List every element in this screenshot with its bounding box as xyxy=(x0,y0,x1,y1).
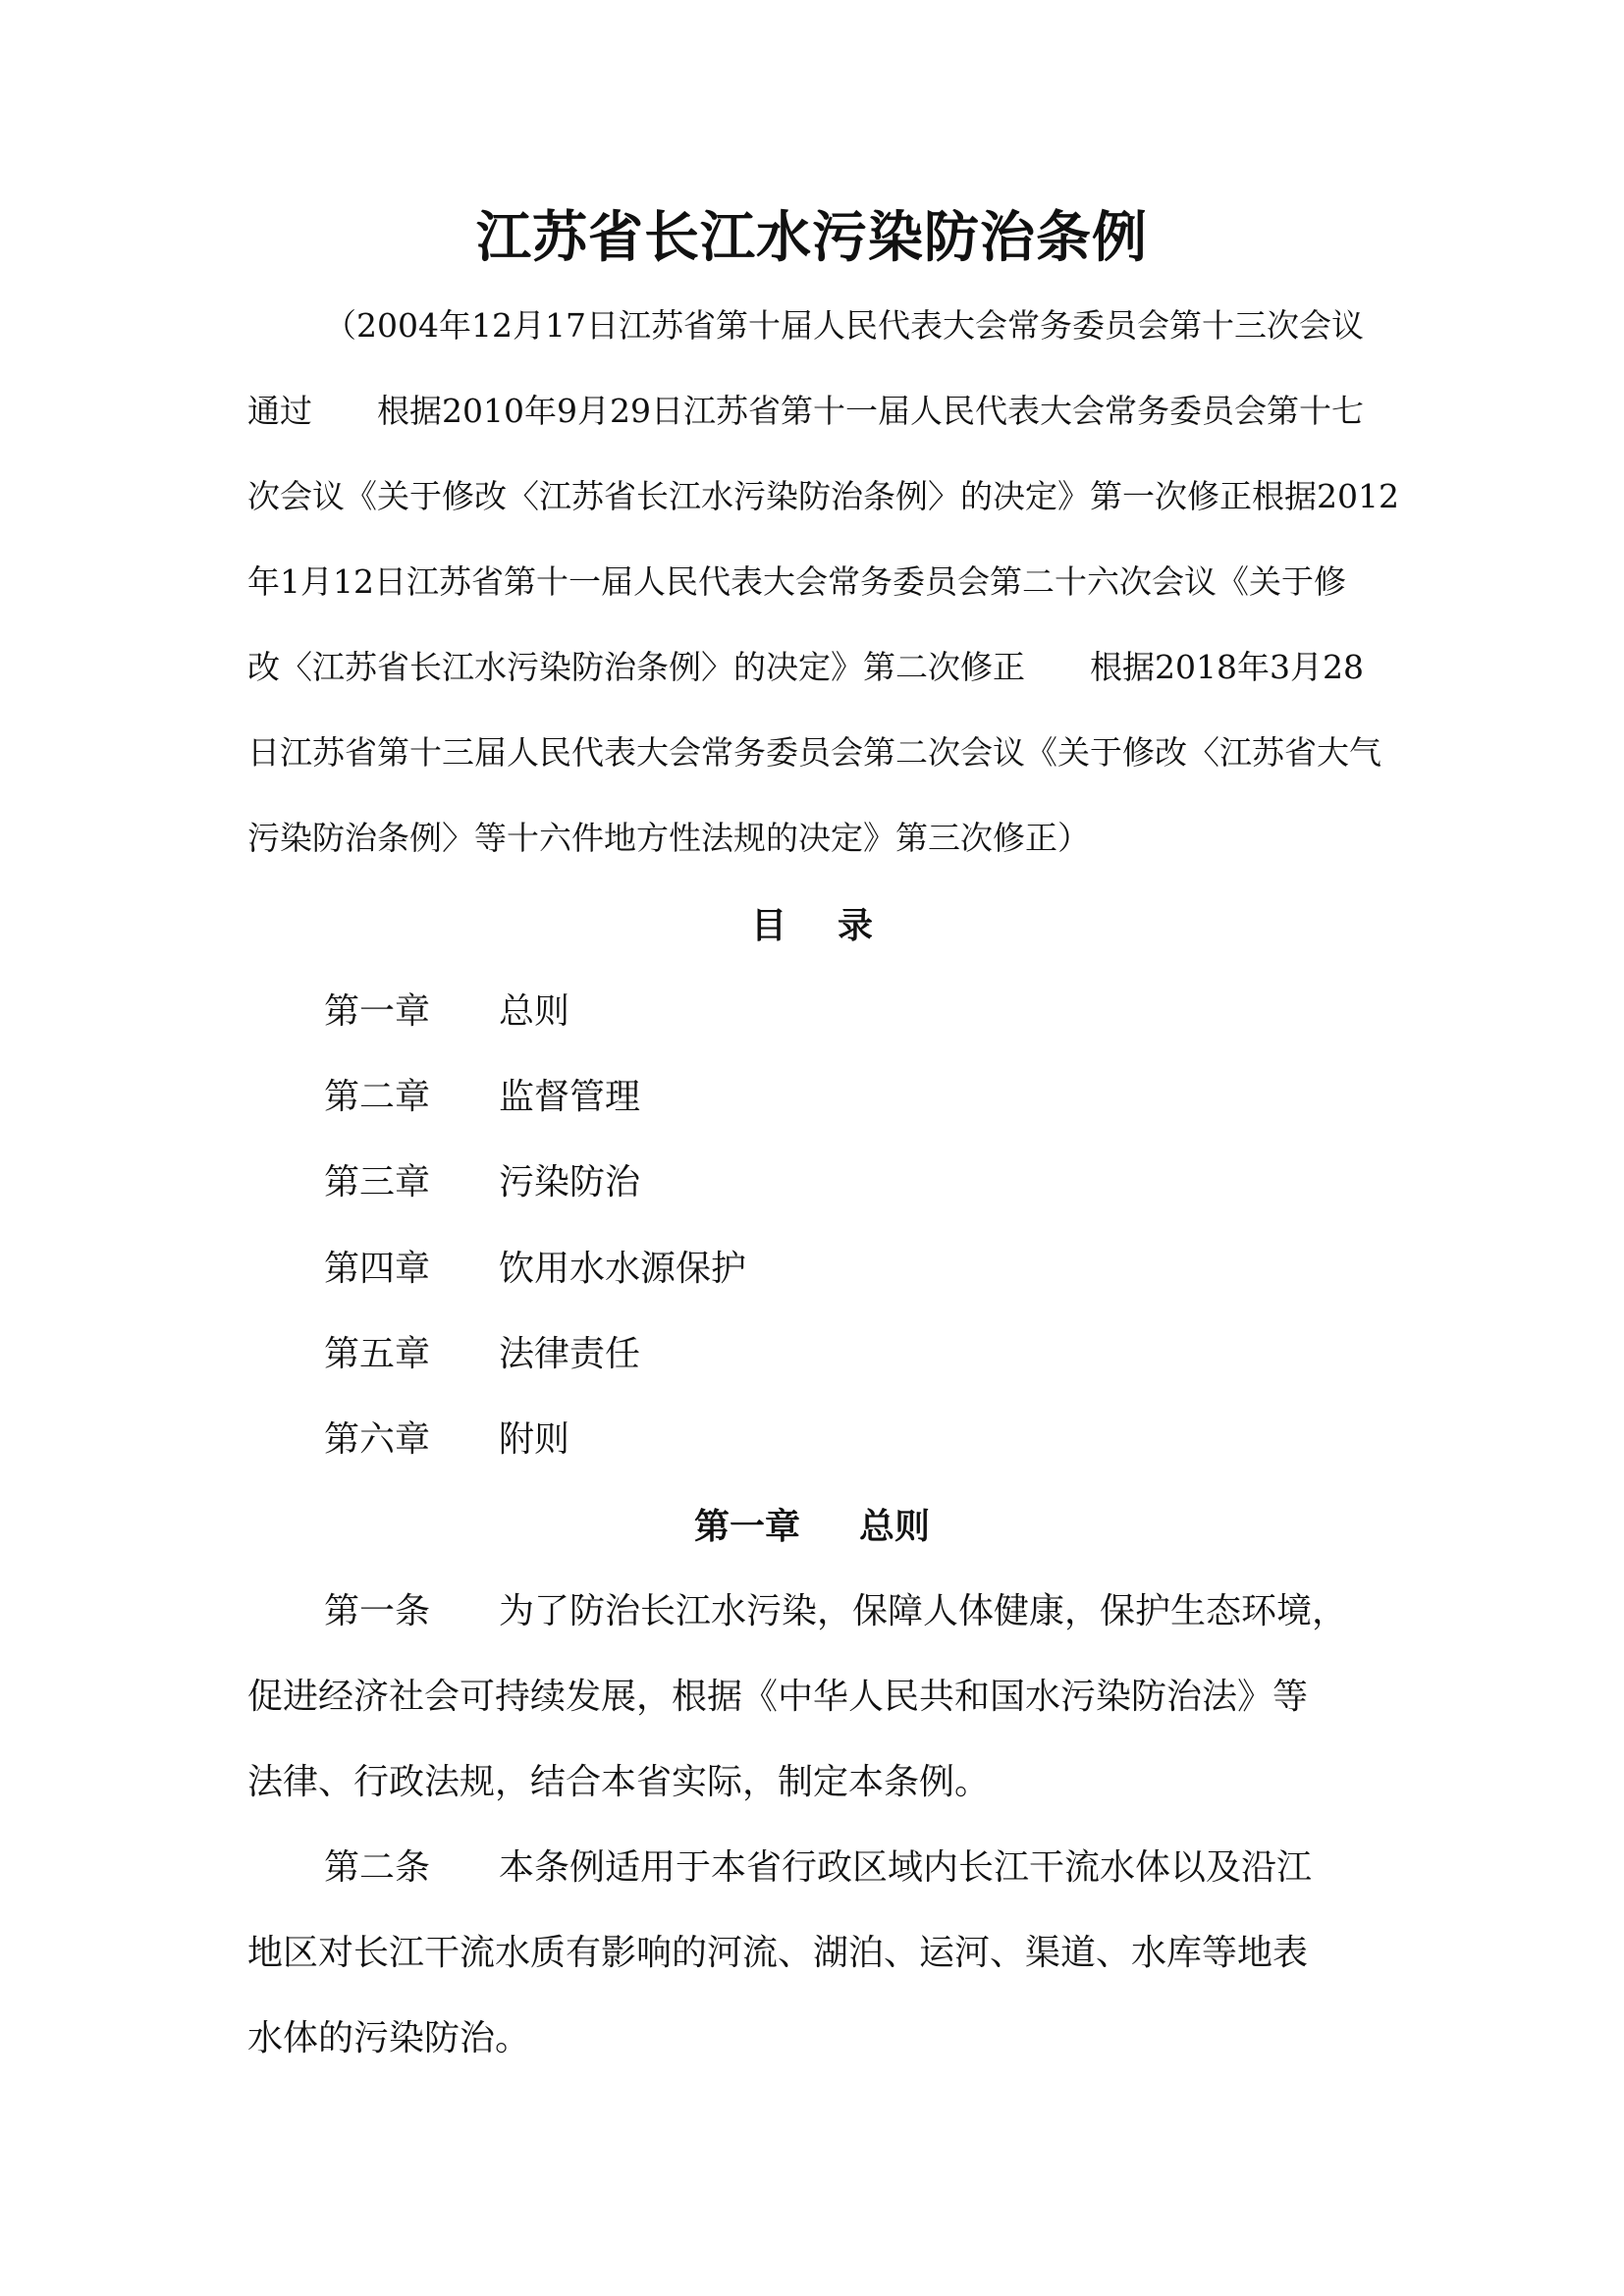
preamble-line: 日江苏省第十三届人民代表大会常务委员会第二次会议《关于修改〈江苏省大气 xyxy=(247,733,1381,772)
chapter-heading xyxy=(0,1502,1624,1551)
preamble-line: 年1月12日江苏省第十一届人民代表大会常务委员会第二十六次会议《关于修 xyxy=(247,562,1346,601)
article-line: 地区对长江干流水质有影响的河流、湖泊、运河、渠道、水库等地表 xyxy=(247,1933,1309,1973)
page-title: 江苏省长江水污染防治条例 xyxy=(476,205,1148,270)
chapter-number: 第一章 xyxy=(693,1506,800,1547)
toc-item-title: 监督管理 xyxy=(499,1077,641,1117)
toc-heading-left: 目 xyxy=(750,905,786,946)
preamble-line: 改〈江苏省长江水污染防治条例〉的决定》第二次修正 根据2018年3月28 xyxy=(247,648,1364,686)
toc-item-number: 第一章 xyxy=(324,991,431,1032)
toc-item-number: 第六章 xyxy=(324,1419,431,1460)
toc-item-title: 污染防治 xyxy=(499,1162,641,1202)
toc-item xyxy=(324,1415,569,1465)
preamble-line: 通过 根据2010年9月29日江苏省第十一届人民代表大会常务委员会第十七 xyxy=(247,392,1364,430)
toc-item xyxy=(324,1330,640,1379)
toc-item-title: 附则 xyxy=(499,1419,570,1460)
toc-item-number: 第三章 xyxy=(324,1162,431,1202)
toc-item-number: 第五章 xyxy=(324,1334,431,1374)
article-line: 法律、行政法规，结合本省实际，制定本条例。 xyxy=(247,1762,991,1802)
preamble-line: （2004年12月17日江苏省第十届人民代表大会常务委员会第十三次会议 xyxy=(324,306,1364,345)
toc-item xyxy=(324,988,569,1037)
article-line: 水体的污染防治。 xyxy=(247,2018,531,2058)
article-text: 为了防治长江水污染，保障人体健康，保护生态环境， xyxy=(499,1591,1348,1631)
toc-heading xyxy=(0,901,1624,950)
toc-item xyxy=(324,1245,746,1294)
toc-item-title: 饮用水水源保护 xyxy=(499,1249,747,1289)
article-number: 第二条 xyxy=(324,1847,431,1888)
toc-item xyxy=(324,1158,640,1207)
article-line: 促进经济社会可持续发展，根据《中华人民共和国水污染防治法》等 xyxy=(247,1677,1309,1717)
toc-item-title: 法律责任 xyxy=(499,1334,641,1374)
article-text: 本条例适用于本省行政区域内长江干流水体以及沿江 xyxy=(499,1847,1313,1888)
article-line xyxy=(324,1843,1312,1893)
toc-item-number: 第四章 xyxy=(324,1249,431,1289)
chapter-title: 总则 xyxy=(859,1506,931,1547)
toc-heading-right: 录 xyxy=(838,905,874,946)
toc-item-number: 第二章 xyxy=(324,1077,431,1117)
toc-item-title: 总则 xyxy=(499,991,570,1032)
article-line xyxy=(324,1587,1347,1636)
article-number: 第一条 xyxy=(324,1591,431,1631)
preamble-line: 污染防治条例〉等十六件地方性法规的决定》第三次修正） xyxy=(247,819,1090,857)
preamble-line: 次会议《关于修改〈江苏省长江水污染防治条例〉的决定》第一次修正根据2012 xyxy=(247,477,1399,515)
toc-item xyxy=(324,1073,640,1122)
